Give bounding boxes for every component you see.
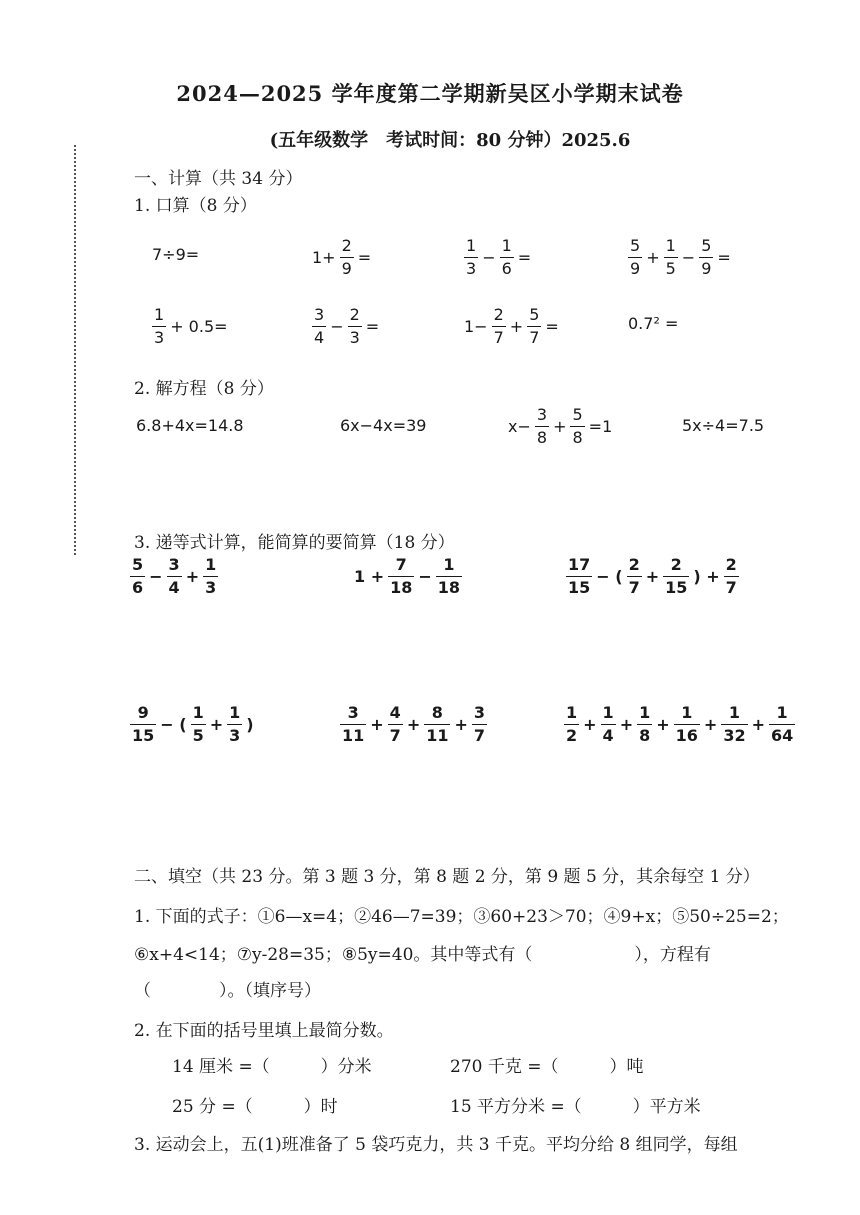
math-token: ) +: [693, 567, 720, 587]
fraction: [627, 556, 642, 598]
fraction-numerator: 1: [152, 306, 166, 327]
fraction-numerator: 5: [628, 237, 642, 258]
fraction-numerator: 5: [699, 237, 713, 258]
fraction-denominator: 2: [566, 726, 578, 746]
math-token: +: [619, 715, 634, 735]
math-token: =: [545, 317, 559, 337]
fraction: [348, 306, 362, 348]
mental-math-item: [462, 237, 533, 279]
fraction-numerator: 9: [130, 704, 156, 725]
math-token: −: [330, 317, 344, 337]
fraction-denominator: 4: [168, 578, 180, 598]
math-token: +: [703, 715, 718, 735]
math-token: −: [681, 248, 696, 268]
fraction-numerator: 2: [348, 306, 362, 327]
fill-q2-item: 15 平方分米 =（ ）平方米: [450, 1097, 701, 1117]
fraction-denominator: 6: [132, 578, 144, 598]
section1-heading: 一、计算（共 34 分）: [134, 169, 303, 189]
fraction-numerator: 1: [436, 556, 462, 577]
fraction-denominator: 3: [154, 328, 165, 348]
math-token: 1 +: [354, 567, 385, 587]
math-token: +: [509, 317, 524, 337]
mental-math-item: [626, 314, 680, 333]
math-token: 5x÷4=7.5: [682, 416, 765, 435]
math-token: +: [656, 715, 670, 735]
fraction-numerator: 3: [167, 556, 182, 577]
fill-q1-line1: 1. 下面的式子：①6—x=4；②46—7=39；③60+23＞70；④9+x；⑤50÷25=2；: [134, 907, 789, 927]
math-token: =1: [588, 417, 613, 437]
fraction-numerator: 1: [564, 704, 579, 725]
calculation-item: [562, 704, 797, 746]
math-token: + 0.5=: [170, 317, 228, 337]
fraction-numerator: 1: [191, 704, 206, 725]
fraction: [570, 406, 584, 448]
q3-heading: 3. 递等式计算，能简算的要简算（18 分）: [134, 533, 455, 553]
fraction-numerator: 17: [566, 556, 592, 577]
calculation-item: [338, 704, 489, 746]
fraction: [500, 237, 514, 279]
q1-heading: 1. 口算（8 分）: [134, 196, 257, 216]
math-token: ): [246, 715, 254, 735]
fill-q2-item: 270 千克 =（ ）吨: [450, 1057, 644, 1077]
fraction: [340, 237, 354, 279]
fraction-denominator: 18: [390, 578, 413, 598]
equation-item: [506, 406, 614, 448]
calculation-item: [128, 704, 256, 746]
math-token: =: [717, 248, 731, 268]
fraction-numerator: 3: [340, 704, 366, 725]
math-token: 6.8+4x=14.8: [136, 416, 244, 435]
math-token: +: [406, 715, 421, 735]
calculation-item: [128, 556, 220, 598]
fraction-numerator: 5: [130, 556, 145, 577]
fraction-denominator: 5: [665, 259, 676, 279]
math-token: 7÷9=: [152, 245, 200, 264]
fraction-numerator: 3: [312, 306, 326, 327]
math-token: +: [553, 417, 567, 437]
exam-subtitle: (五年级数学 考试时间：80 分钟）2025.6: [269, 130, 631, 151]
exam-title: 2024—2025 学年度第二学期新吴区小学期末试卷: [176, 81, 684, 106]
math-token: x−: [508, 417, 531, 437]
fraction-denominator: 7: [628, 578, 640, 598]
fill-q2-item: 25 分 =（ ）时: [172, 1097, 338, 1117]
fraction-numerator: 7: [388, 556, 414, 577]
fraction-denominator: 8: [536, 428, 548, 448]
mental-math-item: [150, 306, 230, 348]
fraction-denominator: 4: [314, 328, 325, 348]
fraction-denominator: 15: [665, 578, 688, 598]
fraction: [167, 556, 182, 598]
fraction-numerator: 2: [663, 556, 689, 577]
mental-math-item: [310, 237, 373, 279]
fraction-denominator: 8: [572, 428, 583, 448]
mental-math-item: [150, 245, 201, 264]
fill-q2-heading: 2. 在下面的括号里填上最简分数。: [134, 1021, 394, 1041]
math-token: =: [365, 317, 380, 337]
math-token: +: [646, 248, 660, 268]
fraction: [674, 704, 700, 746]
equation-item: [338, 416, 428, 435]
math-token: − (: [160, 715, 187, 735]
fraction-numerator: 1: [227, 704, 242, 725]
fraction: [769, 704, 795, 746]
math-token: −: [482, 248, 496, 268]
fraction: [699, 237, 713, 279]
fraction: [628, 237, 642, 279]
fraction-denominator: 9: [341, 259, 352, 279]
math-token: −: [149, 567, 163, 587]
fraction: [130, 556, 145, 598]
fraction-numerator: 1: [674, 704, 700, 725]
math-token: +: [454, 715, 468, 735]
fraction: [227, 704, 242, 746]
math-token: 1−: [464, 317, 488, 337]
math-token: +: [645, 567, 660, 587]
fraction-denominator: 8: [639, 726, 651, 746]
fraction-denominator: 3: [349, 328, 360, 348]
fraction: [535, 406, 549, 448]
fraction-denominator: 18: [437, 578, 461, 598]
fraction-numerator: 1: [769, 704, 795, 725]
fraction-denominator: 64: [770, 726, 794, 746]
fill-q1-line3: （ ）。（填序号）: [134, 981, 321, 1001]
q2-heading: 2. 解方程（8 分）: [134, 379, 274, 399]
math-token: 0.7² =: [628, 314, 679, 333]
fraction: [191, 704, 206, 746]
fraction-denominator: 7: [725, 578, 737, 598]
fraction: [527, 306, 541, 348]
section2-heading: 二、填空（共 23 分。第 3 题 3 分，第 8 题 2 分，第 9 题 5 分，其余每空 1 分）: [134, 867, 760, 887]
fraction-numerator: 1: [500, 237, 514, 258]
equation-item: [134, 416, 246, 435]
fraction: [388, 556, 414, 598]
fraction-numerator: 3: [535, 406, 549, 427]
fraction: [464, 237, 478, 279]
binding-margin-dotted-line: [74, 145, 76, 555]
fraction-numerator: 8: [424, 704, 450, 725]
fill-q1-line2: ⑥x+4<14；⑦y-28=35；⑧5y=40。其中等式有（ ），方程有: [134, 945, 711, 965]
calculation-item: [352, 556, 464, 598]
fraction: [564, 704, 579, 746]
math-token: +: [185, 567, 200, 587]
fraction-numerator: 1: [637, 704, 652, 725]
fraction-numerator: 1: [664, 237, 678, 258]
fraction-denominator: 15: [568, 578, 591, 598]
fraction-numerator: 1: [203, 556, 218, 577]
math-token: 1+: [312, 248, 336, 268]
fraction: [472, 704, 487, 746]
fill-q3-line1: 3. 运动会上，五(1)班准备了 5 袋巧克力，共 3 千克。平均分给 8 组同学，每组: [134, 1135, 738, 1155]
fraction-denominator: 16: [675, 726, 698, 746]
fraction-denominator: 32: [723, 726, 746, 746]
fraction-denominator: 7: [389, 726, 401, 746]
fraction-numerator: 1: [601, 704, 616, 725]
fraction: [637, 704, 652, 746]
fraction-numerator: 1: [721, 704, 747, 725]
math-token: −: [418, 567, 432, 587]
fraction-numerator: 3: [472, 704, 487, 725]
fraction-denominator: 3: [466, 259, 477, 279]
fill-q2-item: 14 厘米 =（ ）分米: [172, 1057, 372, 1077]
mental-math-item: [462, 306, 561, 348]
fraction-numerator: 2: [340, 237, 354, 258]
fraction-denominator: 3: [205, 578, 217, 598]
fraction: [721, 704, 747, 746]
fraction-denominator: 6: [501, 259, 512, 279]
fraction-numerator: 4: [388, 704, 403, 725]
math-token: =: [357, 248, 372, 268]
fraction: [130, 704, 156, 746]
fraction-denominator: 4: [602, 726, 614, 746]
fraction: [664, 237, 678, 279]
fraction: [566, 556, 592, 598]
fraction-denominator: 5: [192, 726, 204, 746]
fraction-numerator: 5: [527, 306, 541, 327]
fraction: [388, 704, 403, 746]
math-token: − (: [596, 567, 623, 587]
fraction: [601, 704, 616, 746]
fraction-denominator: 7: [493, 328, 504, 348]
fraction: [724, 556, 739, 598]
mental-math-item: [626, 237, 733, 279]
math-token: +: [209, 715, 224, 735]
fraction: [340, 704, 366, 746]
mental-math-item: [310, 306, 381, 348]
fraction: [436, 556, 462, 598]
fraction-denominator: 3: [229, 726, 241, 746]
fraction-denominator: 7: [529, 328, 540, 348]
math-token: =: [517, 248, 532, 268]
fraction-numerator: 2: [492, 306, 506, 327]
fraction: [203, 556, 218, 598]
fraction: [663, 556, 689, 598]
equation-item: [680, 416, 766, 435]
fraction: [424, 704, 450, 746]
fraction-denominator: 9: [701, 259, 712, 279]
fraction-denominator: 11: [426, 726, 449, 746]
math-token: +: [370, 715, 384, 735]
math-token: +: [751, 715, 765, 735]
fraction-numerator: 2: [627, 556, 642, 577]
fraction-numerator: 5: [570, 406, 584, 427]
fraction: [492, 306, 506, 348]
calculation-item: [564, 556, 741, 598]
fraction-denominator: 7: [473, 726, 486, 746]
fraction-denominator: 15: [132, 726, 155, 746]
fraction-numerator: 1: [464, 237, 478, 258]
fraction: [152, 306, 166, 348]
fraction: [312, 306, 326, 348]
math-token: 6x−4x=39: [340, 416, 427, 435]
fraction-numerator: 2: [724, 556, 739, 577]
math-token: +: [583, 715, 597, 735]
fraction-denominator: 11: [342, 726, 365, 746]
fraction-denominator: 9: [630, 259, 641, 279]
